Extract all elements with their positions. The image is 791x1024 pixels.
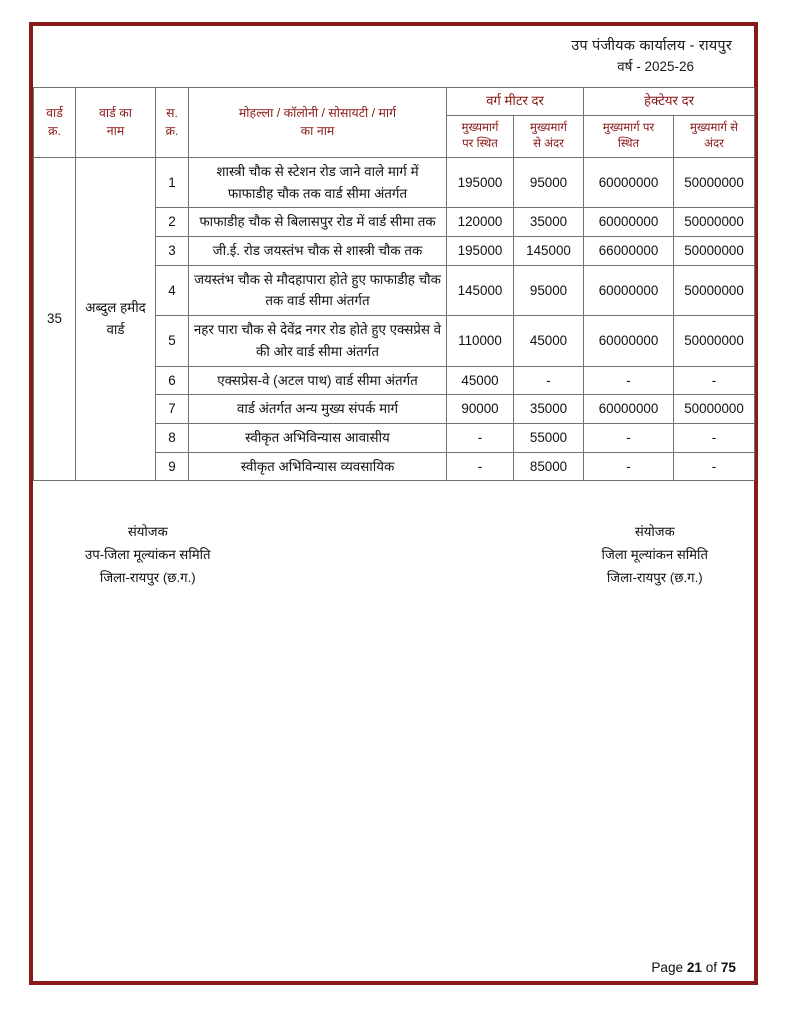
sub-district-role: संयोजक <box>127 524 168 540</box>
cell-hectare-main: 60000000 <box>584 395 674 424</box>
column-group-header-square-meter-rate: वर्ग मीटर दर <box>447 88 584 116</box>
cell-serial-no: 8 <box>156 423 189 452</box>
column-header-serial-no <box>156 88 189 158</box>
cell-serial-no: 9 <box>156 452 189 481</box>
ward-name-header-line1: वार्ड का <box>99 105 132 120</box>
page-number-middle: of <box>705 960 718 975</box>
sqm-inner-line2: से अंदर <box>533 137 564 151</box>
document-page-frame <box>29 22 758 985</box>
cell-hectare-main: 60000000 <box>584 316 674 366</box>
cell-description: एक्सप्रेस-वे (अटल पाथ) वार्ड सीमा अंतर्गत <box>189 366 447 395</box>
sub-district-district: जिला-रायपुर (छ.ग.) <box>99 569 196 585</box>
cell-hectare-inner: 50000000 <box>674 395 755 424</box>
cell-hectare-main: 60000000 <box>584 265 674 315</box>
cell-hectare-main: 60000000 <box>584 157 674 207</box>
column-header-hectare-on-main-road <box>584 116 674 158</box>
cell-hectare-main: 66000000 <box>584 237 674 266</box>
cell-description: वार्ड अंतर्गत अन्य मुख्य संपर्क मार्ग <box>189 395 447 424</box>
cell-ward-name: अब्दुल हमीद वार्ड <box>76 157 156 480</box>
cell-hectare-main: - <box>584 452 674 481</box>
cell-serial-no: 7 <box>156 395 189 424</box>
page-number-current: 21 <box>686 960 702 975</box>
district-role: संयोजक <box>634 524 675 540</box>
cell-serial-no: 2 <box>156 208 189 237</box>
cell-sqm-main: - <box>447 423 514 452</box>
ward-no-header-line2: क्र. <box>48 123 61 138</box>
cell-hectare-inner: 50000000 <box>674 265 755 315</box>
signature-block-district <box>602 521 708 589</box>
cell-sqm-inner: 45000 <box>514 316 584 366</box>
cell-sqm-main: 120000 <box>447 208 514 237</box>
cell-serial-no: 5 <box>156 316 189 366</box>
cell-sqm-inner: 95000 <box>514 265 584 315</box>
hec-main-line2: स्थित <box>617 137 640 151</box>
serial-no-header-line1: स. <box>166 105 178 120</box>
sqm-main-line2: पर स्थित <box>462 137 498 151</box>
column-header-locality-name <box>189 88 447 158</box>
sqm-main-line1: मुख्यमार्ग <box>461 121 499 134</box>
column-header-sqm-inside-main-road <box>514 116 584 158</box>
cell-sqm-main: 195000 <box>447 157 514 207</box>
cell-sqm-main: 110000 <box>447 316 514 366</box>
cell-sqm-inner: - <box>514 366 584 395</box>
sqm-inner-line1: मुख्यमार्ग <box>530 121 567 134</box>
table-header <box>34 88 755 158</box>
column-header-ward-name <box>76 88 156 158</box>
locality-header-line2: का नाम <box>300 123 335 138</box>
cell-ward-no: 35 <box>34 157 76 480</box>
district-committee: जिला मूल्यांकन समिति <box>601 547 708 563</box>
cell-sqm-inner: 85000 <box>514 452 584 481</box>
cell-sqm-inner: 145000 <box>514 237 584 266</box>
hec-inner-line1: मुख्यमार्ग से <box>690 121 738 134</box>
hec-inner-line2: अंदर <box>704 137 724 151</box>
sub-district-committee: उप-जिला मूल्यांकन समिति <box>85 547 211 563</box>
cell-serial-no: 4 <box>156 265 189 315</box>
column-header-hectare-inside-main-road <box>674 116 755 158</box>
column-header-ward-no <box>34 88 76 158</box>
cell-description: नहर पारा चौक से देवेंद्र नगर रोड होते हुए एक्सप्रेस वे की ओर वार्ड सीमा अंतर्गत <box>189 316 447 366</box>
table-body <box>34 157 755 480</box>
cell-hectare-inner: 50000000 <box>674 157 755 207</box>
ward-no-header-line1: वार्ड <box>46 105 63 120</box>
column-header-sqm-on-main-road <box>447 116 514 158</box>
cell-sqm-inner: 35000 <box>514 395 584 424</box>
cell-sqm-main: 45000 <box>447 366 514 395</box>
document-heading <box>33 26 754 81</box>
cell-sqm-main: 90000 <box>447 395 514 424</box>
land-rate-table <box>33 87 755 481</box>
cell-serial-no: 6 <box>156 366 189 395</box>
cell-hectare-main: - <box>584 366 674 395</box>
cell-description: फाफाडीह चौक से बिलासपुर रोड में वार्ड सीमा तक <box>189 208 447 237</box>
cell-hectare-inner: 50000000 <box>674 237 755 266</box>
district-district: जिला-रायपुर (छ.ग.) <box>606 569 703 585</box>
cell-hectare-inner: 50000000 <box>674 208 755 237</box>
cell-description: जयस्तंभ चौक से मौदहापारा होते हुए फाफाडीह चौक तक वार्ड सीमा अंतर्गत <box>189 265 447 315</box>
hec-main-line1: मुख्यमार्ग पर <box>602 121 655 134</box>
page-number <box>651 960 736 975</box>
cell-sqm-main: 195000 <box>447 237 514 266</box>
cell-hectare-inner: - <box>674 452 755 481</box>
table-row <box>34 157 755 207</box>
cell-hectare-inner: - <box>674 423 755 452</box>
cell-description: स्वीकृत अभिविन्यास आवासीय <box>189 423 447 452</box>
cell-serial-no: 3 <box>156 237 189 266</box>
cell-hectare-main: 60000000 <box>584 208 674 237</box>
cell-hectare-inner: 50000000 <box>674 316 755 366</box>
cell-hectare-inner: - <box>674 366 755 395</box>
locality-header-line1: मोहल्ला / कॉलोनी / सोसायटी / मार्ग <box>238 105 397 120</box>
cell-sqm-inner: 55000 <box>514 423 584 452</box>
table-header-row-group <box>34 88 755 116</box>
cell-sqm-main: - <box>447 452 514 481</box>
ward-name-header-line2: नाम <box>106 123 125 138</box>
cell-sqm-main: 145000 <box>447 265 514 315</box>
cell-description: स्वीकृत अभिविन्यास व्यवसायिक <box>189 452 447 481</box>
cell-sqm-inner: 35000 <box>514 208 584 237</box>
page-number-prefix: Page <box>651 960 684 975</box>
signature-area <box>33 481 754 589</box>
cell-description: शास्त्री चौक से स्टेशन रोड जाने वाले मार्ग में फाफाडीह चौक तक वार्ड सीमा अंतर्गत <box>189 157 447 207</box>
serial-no-header-line2: क्र. <box>165 123 179 138</box>
office-title: उप पंजीयक कार्यालय - रायपुर <box>571 38 732 54</box>
cell-description: जी.ई. रोड जयस्तंभ चौक से शास्त्री चौक तक <box>189 237 447 266</box>
cell-sqm-inner: 95000 <box>514 157 584 207</box>
year-label: वर्ष - 2025-26 <box>617 59 694 75</box>
page-number-total: 75 <box>720 960 736 975</box>
column-group-header-hectare-rate: हेक्टेयर दर <box>584 88 755 116</box>
cell-serial-no: 1 <box>156 157 189 207</box>
signature-block-sub-district <box>85 521 211 589</box>
cell-hectare-main: - <box>584 423 674 452</box>
